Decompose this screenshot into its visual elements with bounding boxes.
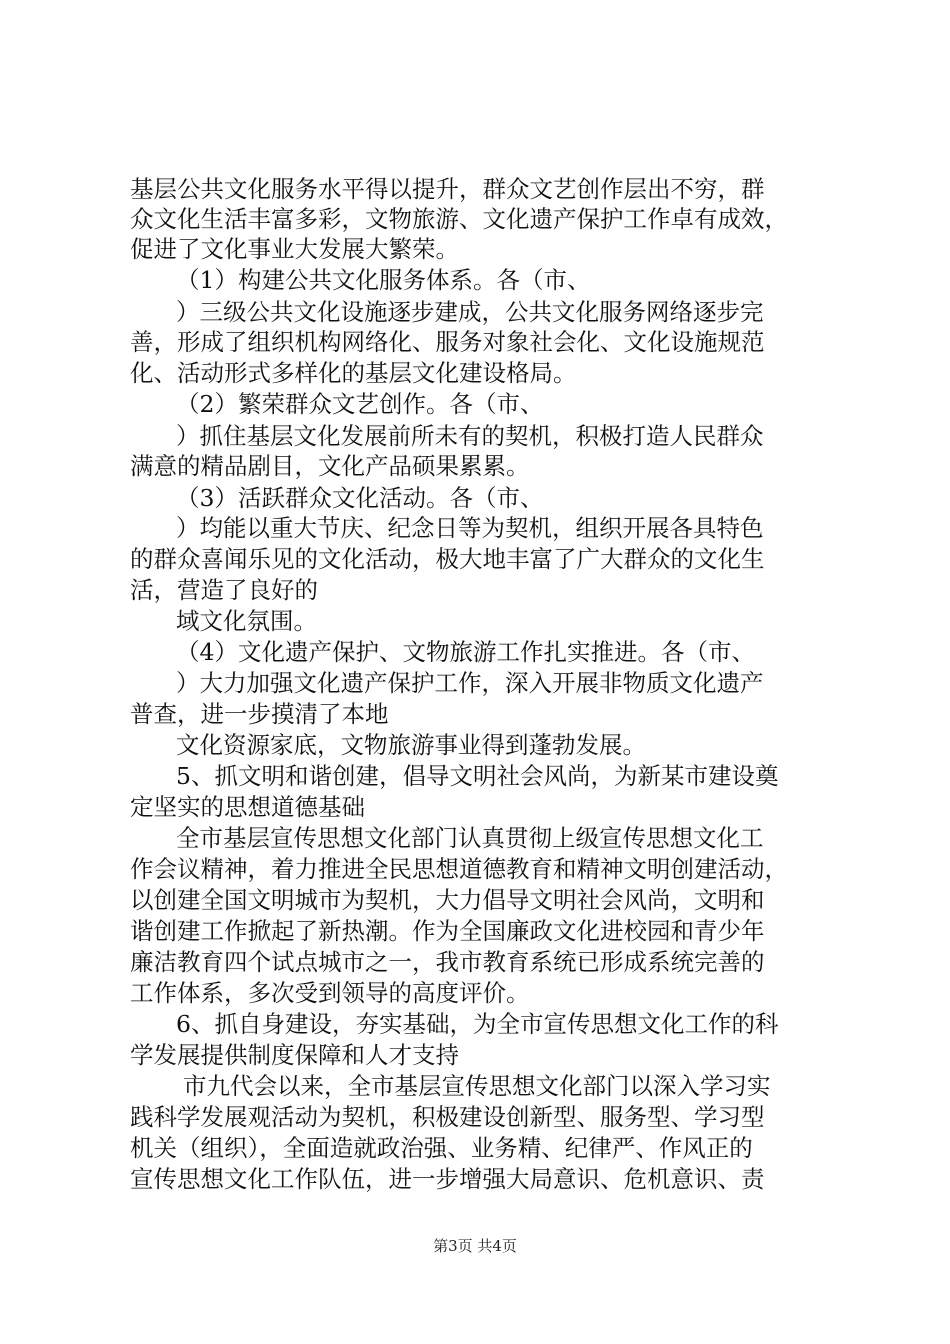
body-line: 廉洁教育四个试点城市之一，我市教育系统已形成系统完善的 (130, 948, 765, 976)
body-line: 的群众喜闻乐见的文化活动，极大地丰富了广大群众的文化生 (130, 545, 765, 573)
body-line: 机关（组织），全面造就政治强、业务精、纪律严、作风正的 (130, 1134, 753, 1162)
page-number-footer: 第3页 共4页 (433, 1237, 517, 1255)
body-line: 宣传思想文化工作队伍，进一步增强大局意识、危机意识、责 (130, 1165, 765, 1193)
body-line: （1）构建公共文化服务体系。各（市、 (176, 266, 591, 294)
body-line: 众文化生活丰富多彩，文物旅游、文化遗产保护工作卓有成效， (130, 205, 788, 233)
body-line: 全市基层宣传思想文化部门认真贯彻上级宣传思想文化工 (176, 824, 764, 852)
body-line: 满意的精品剧目，文化产品硕果累累。 (130, 452, 530, 480)
body-line: 善，形成了组织机构网络化、服务对象社会化、文化设施规范 (130, 328, 765, 356)
section-heading: 学发展提供制度保障和人才支持 (130, 1041, 459, 1069)
body-line: ）大力加强文化遗产保护工作，深入开展非物质文化遗产 (176, 669, 764, 697)
body-line: ）三级公共文化设施逐步建成，公共文化服务网络逐步完 (176, 298, 764, 326)
body-line: 以创建全国文明城市为契机，大力倡导文明社会风尚，文明和 (130, 886, 765, 914)
body-line: 文化资源家底，文物旅游事业得到蓬勃发展。 (176, 731, 646, 759)
body-line: （4）文化遗产保护、文物旅游工作扎实推进。各（市、 (176, 638, 755, 666)
body-line: 活，营造了良好的 (130, 576, 318, 604)
body-line: 域文化氛围。 (176, 607, 317, 635)
body-line: 谐创建工作掀起了新热潮。作为全国廉政文化进校园和青少年 (130, 917, 765, 945)
section-heading: 定坚实的思想道德基础 (130, 793, 365, 821)
body-line: 促进了文化事业大发展大繁荣。 (130, 235, 459, 263)
body-line: 作会议精神，着力推进全民思想道德教育和精神文明创建活动， (130, 855, 788, 883)
body-line: （3）活跃群众文化活动。各（市、 (176, 484, 544, 512)
body-line: ）均能以重大节庆、纪念日等为契机，组织开展各具特色 (176, 514, 764, 542)
body-line: 市九代会以来，全市基层宣传思想文化部门以深入学习实 (183, 1072, 771, 1100)
body-line: 践科学发展观活动为契机，积极建设创新型、服务型、学习型 (130, 1103, 765, 1131)
body-line: 化、活动形式多样化的基层文化建设格局。 (130, 359, 577, 387)
body-line: （2）繁荣群众文艺创作。各（市、 (176, 390, 544, 418)
body-line: 工作体系，多次受到领导的高度评价。 (130, 979, 530, 1007)
body-line: 普查，进一步摸清了本地 (130, 700, 389, 728)
body-line: 基层公共文化服务水平得以提升，群众文艺创作层出不穷，群 (130, 175, 765, 203)
section-heading: 5、抓文明和谐创建，倡导文明社会风尚，为新某市建设奠 (176, 762, 779, 790)
body-line: ）抓住基层文化发展前所未有的契机，积极打造人民群众 (176, 422, 764, 450)
section-heading: 6、抓自身建设，夯实基础，为全市宣传思想文化工作的科 (176, 1010, 779, 1038)
